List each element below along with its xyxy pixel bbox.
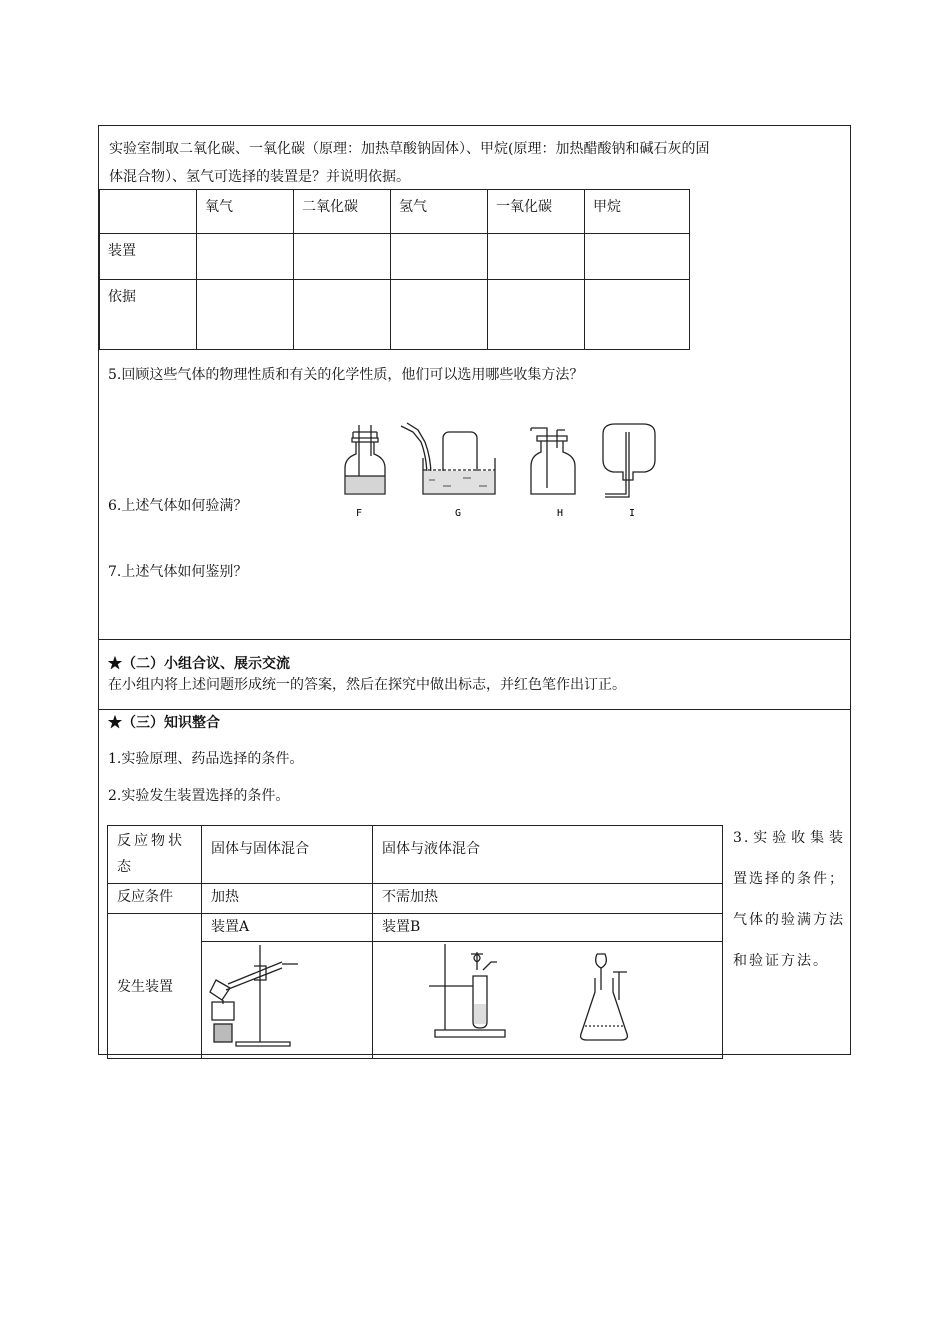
section-2-text: 在小组内将上述问题形成统一的答案，然后在探究中做出标志，并红色笔作出订正。 [108, 677, 626, 693]
reaction-condition-label: 反应条件 [108, 884, 202, 914]
no-heating-apparatus-icon [373, 942, 722, 1054]
reactant-state-label: 反应物状态 [108, 826, 202, 884]
no-heating-cell: 不需加热 [373, 884, 723, 914]
divider [99, 709, 850, 710]
divider [99, 639, 850, 640]
question-7: 7.上述气体如何鉴别？ [108, 564, 248, 580]
section-3-item-3: 3.实验收集装置选择的条件；气体的验满方法和验证方法。 [733, 830, 845, 969]
label-i: I [629, 508, 636, 519]
cell [488, 280, 585, 350]
cell [391, 234, 488, 280]
intro-line-2: 体混合物）、氢气可选择的装置是？并说明依据。 [109, 169, 410, 185]
cell [294, 280, 391, 350]
worksheet-frame [98, 125, 851, 1055]
cell [197, 280, 294, 350]
collection-apparatus-figure [323, 418, 675, 526]
water-trough-g-icon [401, 423, 495, 494]
solid-liquid-cell: 固体与液体混合 [373, 826, 723, 884]
device-b-cell [373, 914, 723, 1059]
section-3-item-1: 1.实验原理、药品选择的条件。 [108, 751, 304, 767]
cell [294, 234, 391, 280]
label-g: G [455, 508, 462, 519]
device-a-cell [202, 914, 373, 1059]
cell [488, 234, 585, 280]
gas-header-0 [100, 190, 197, 234]
row-label-basis: 依据 [100, 280, 197, 350]
cell [585, 280, 690, 350]
heating-cell: 加热 [202, 884, 373, 914]
solid-solid-cell: 固体与固体混合 [202, 826, 373, 884]
section-3-item-2: 2.实验发生装置选择的条件。 [108, 788, 290, 804]
generation-device-label: 发生装置 [108, 914, 202, 1059]
generation-apparatus-table [107, 825, 723, 1059]
device-a-label: 装置A [202, 914, 372, 942]
gas-apparatus-table [99, 189, 690, 350]
label-h: H [557, 508, 564, 519]
bottle-h-icon [531, 428, 575, 494]
gas-header-hydrogen: 氢气 [391, 190, 488, 234]
bottle-i-icon [603, 424, 655, 497]
gas-header-co2: 二氧化碳 [294, 190, 391, 234]
section-2-title: ★（二）小组合议、展示交流 [108, 656, 290, 672]
gas-header-methane: 甲烷 [585, 190, 690, 234]
heating-apparatus-icon [202, 942, 372, 1054]
intro-line-1: 实验室制取二氧化碳、一氧化碳（原理：加热草酸钠固体）、甲烷(原理：加热醋酸钠和碱石灰的固 [109, 141, 710, 157]
cell [585, 234, 690, 280]
cell [197, 234, 294, 280]
bottle-f-icon [345, 425, 385, 494]
label-f: F [356, 508, 363, 519]
question-5: 5.回顾这些气体的物理性质和有关的化学性质，他们可以选用哪些收集方法？ [108, 367, 584, 383]
section-3-title: ★（三）知识整合 [108, 715, 220, 731]
device-b-label: 装置B [373, 914, 722, 942]
question-6: 6.上述气体如何验满？ [108, 498, 248, 514]
cell [391, 280, 488, 350]
row-label-device: 装置 [100, 234, 197, 280]
gas-header-co: 一氧化碳 [488, 190, 585, 234]
gas-header-oxygen: 氧气 [197, 190, 294, 234]
